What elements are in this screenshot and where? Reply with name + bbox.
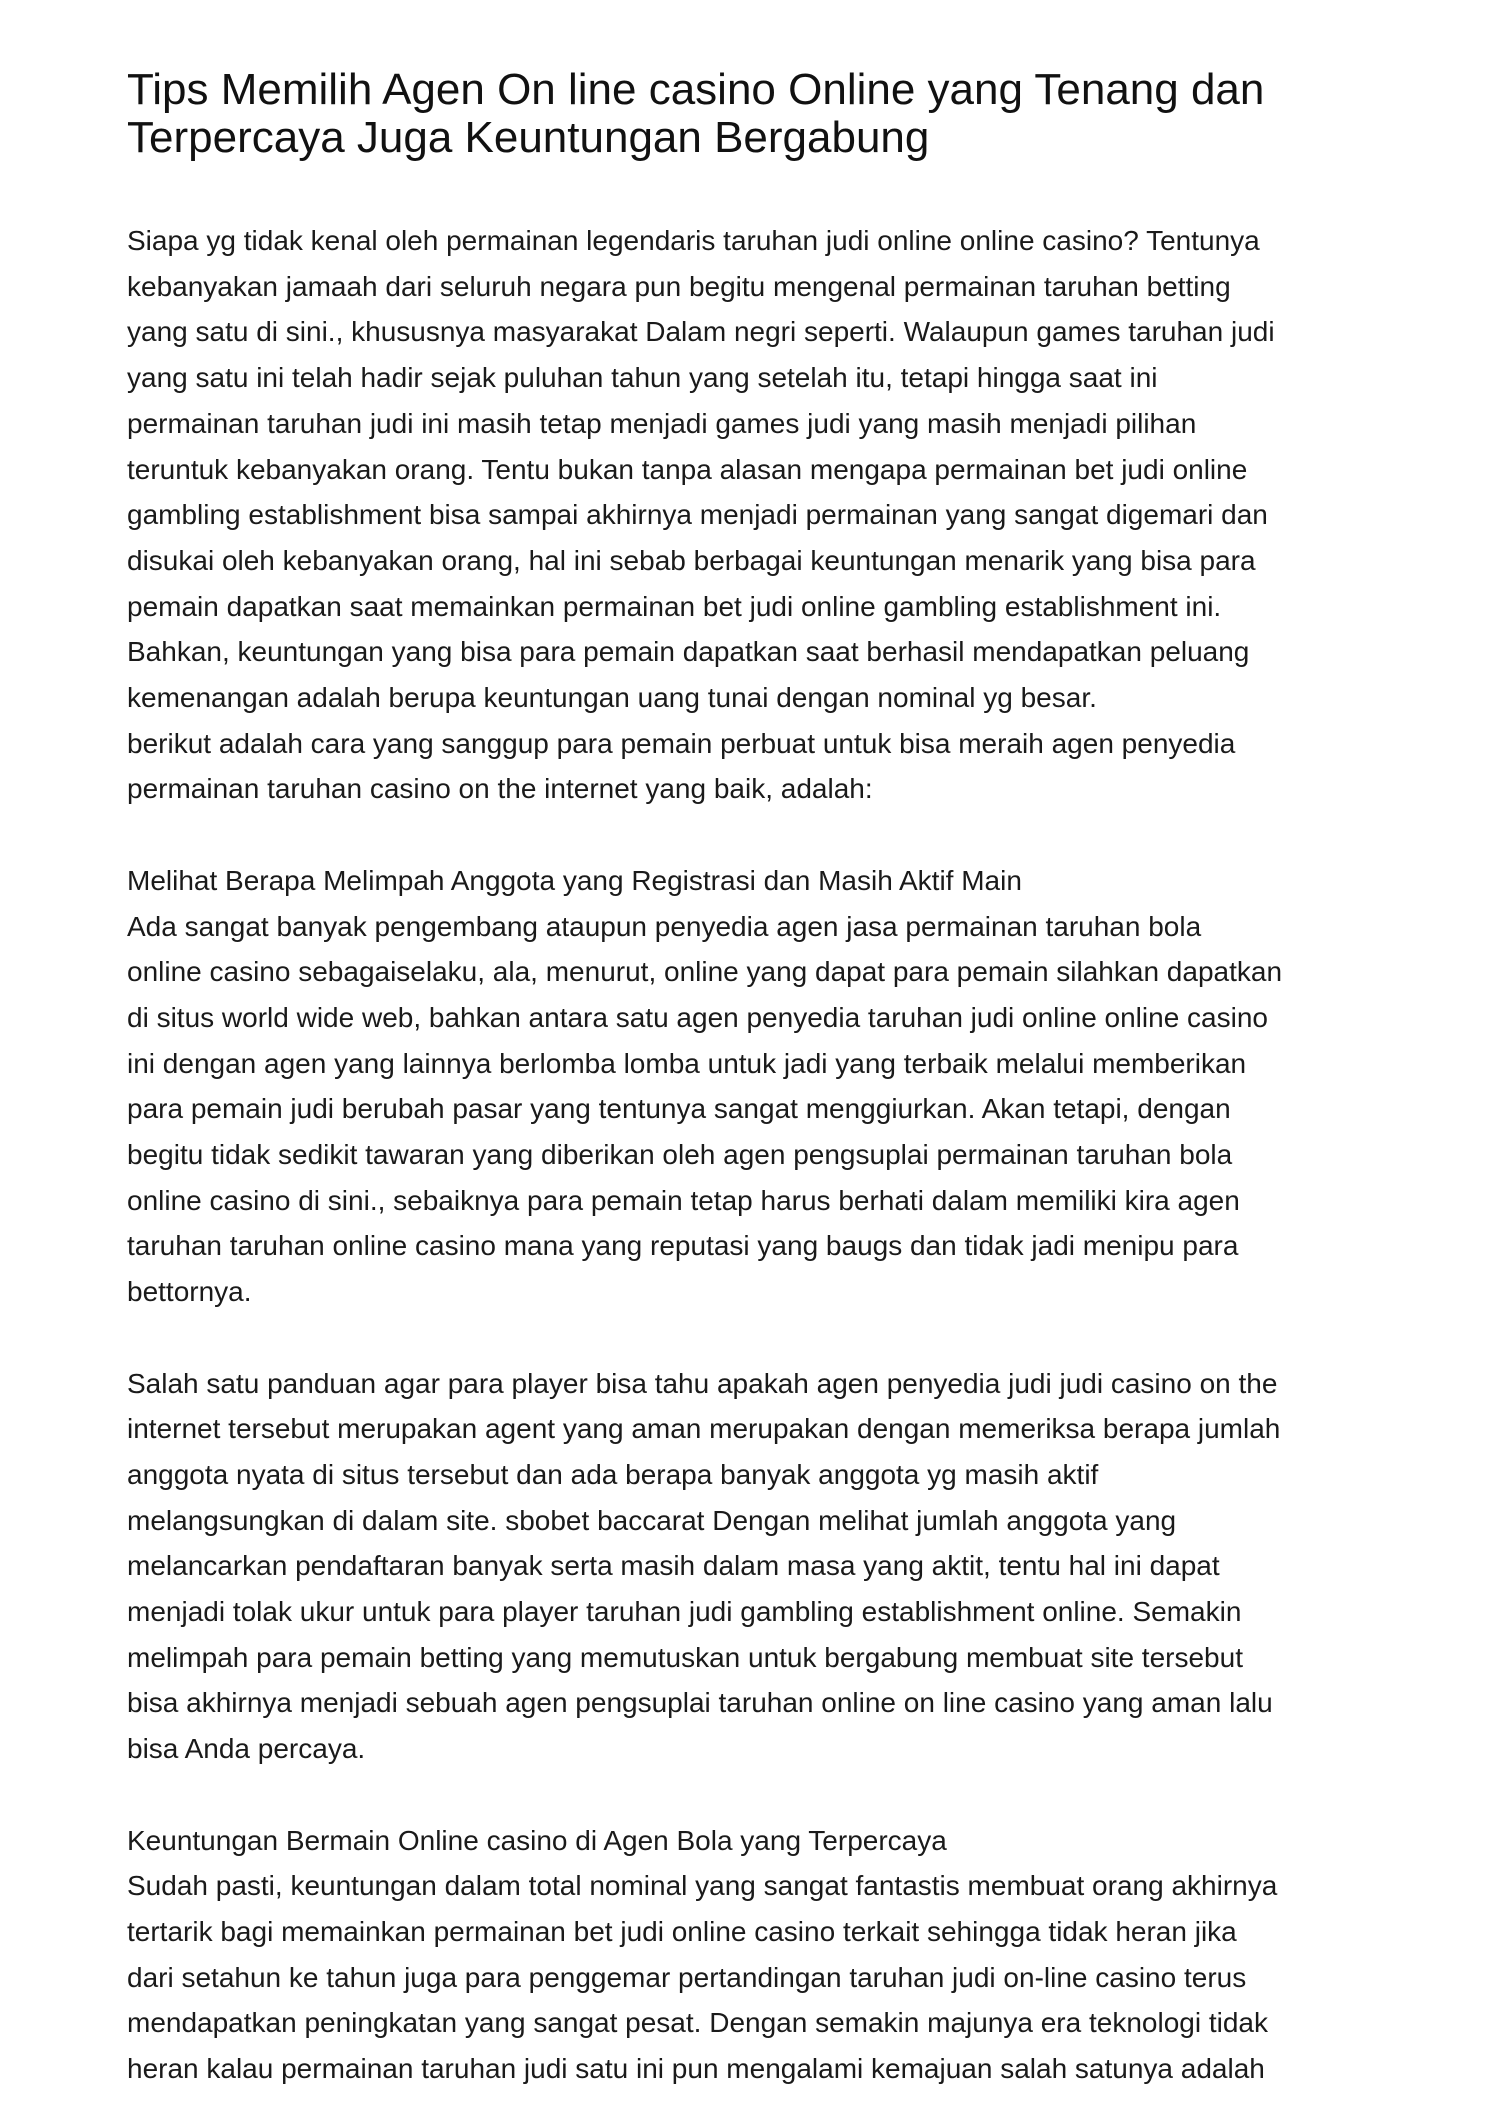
paragraph-spacer <box>127 1315 1387 1361</box>
section2-heading: Keuntungan Bermain Online casino di Agen Bola yang Terpercaya <box>127 1824 947 1856</box>
paragraph-spacer <box>127 1772 1387 1818</box>
section1-heading: Melihat Berapa Melimpah Anggota yang Registrasi dan Masih Aktif Main <box>127 864 1022 896</box>
section1-paragraph-2: Salah satu panduan agar para player bisa tahu apakah agen penyedia judi judi casino on the internet tersebut merupakan agent yang aman merupakan dengan memeriksa berapa jumlah anggota nyata di situs tersebut dan ada berapa banyak anggota yg masih aktif melangsungkan di dalam site. sbobet baccarat Dengan melihat jumlah anggota yang melancarkan pendaftaran banyak serta masih dalam masa yang aktit, tentu hal ini dapat menjadi tolak ukur untuk para player taruhan judi gambling establishment online. Semakin melimpah para pemain betting yang memutuskan untuk bergabung membuat site tersebut bisa akhirnya menjadi sebuah agen pengsuplai taruhan online on line casino yang aman lalu bisa Anda percaya. <box>127 1367 1281 1765</box>
intro-paragraph: Siapa yg tidak kenal oleh permainan legendaris taruhan judi online online casino? Tentunya kebanyakan jamaah dari seluruh negara pun begitu mengenal permainan taruhan betting yang satu di sini., khususnya masyarakat Dalam negri seperti. Walaupun games taruhan judi yang satu ini telah hadir sejak puluhan tahun yang setelah itu, tetapi hingga saat ini permainan taruhan judi ini masih tetap menjadi games judi yang masih menjadi pilihan teruntuk kebanyakan orang. Tentu bukan tanpa alasan mengapa permainan bet judi online gambling establishment bisa sampai akhirnya menjadi permainan yang sangat digemari dan disukai oleh kebanyakan orang, hal ini sebab berbagai keuntungan menarik yang bisa para pemain dapatkan saat memainkan permainan bet judi online gambling establishment ini. Bahkan, keuntungan yang bisa para pemain dapatkan saat berhasil mendapatkan peluang kemenangan adalah berupa keuntungan uang tunai dengan nominal yg besar. berikut adalah cara yang sanggup para pemain perbuat untuk bisa meraih agen penyedia permainan taruhan casino on the internet yang baik, adalah: <box>127 225 1275 805</box>
document-title: Tips Memilih Agen On line casino Online yang Tenang dan Terpercaya Juga Keuntungan Bergabung <box>127 65 1265 162</box>
document-page <box>127 66 1387 2092</box>
section2-paragraph: Sudah pasti, keuntungan dalam total nominal yang sangat fantastis membuat orang akhirnya tertarik bagi memainkan permainan bet judi online casino terkait sehingga tidak heran jika dari setahun ke tahun juga para penggemar pertandingan taruhan judi on-line casino terus mendapatkan peningkatan yang sangat pesat. Dengan semakin majunya era teknologi tidak heran kalau permainan taruhan judi satu ini pun mengalami kemajuan salah satunya adalah <box>127 1870 1278 2085</box>
paragraph-spacer <box>127 812 1387 858</box>
section1-paragraph-1: Ada sangat banyak pengembang ataupun penyedia agen jasa permainan taruhan bola online casino sebagaiselaku, ala, menurut, online yang dapat para pemain silahkan dapatkan di situs world wide web, bahkan antara satu agen penyedia taruhan judi online online casino ini dengan agen yang lainnya berlomba lomba untuk jadi yang terbaik melalui memberikan para pemain judi berubah pasar yang tentunya sangat menggiurkan. Akan tetapi, dengan begitu tidak sedikit tawaran yang diberikan oleh agen pengsuplai permainan taruhan bola online casino di sini., sebaiknya para pemain tetap harus berhati dalam memiliki kira agen taruhan taruhan online casino mana yang reputasi yang baugs dan tidak jadi menipu para bettornya. <box>127 910 1283 1308</box>
